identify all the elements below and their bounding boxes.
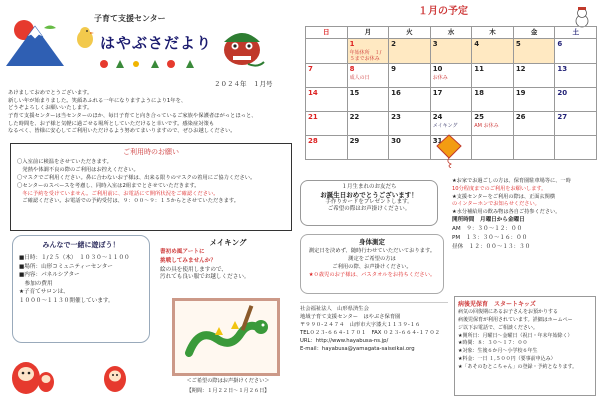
measure-title: 身体測定	[359, 238, 385, 246]
making-desc: 絵の具を使用しますので、	[160, 267, 228, 274]
start-line: 病気の回復期にあるお子さんをお預かりする	[458, 309, 559, 316]
day-number: 1	[349, 40, 355, 48]
calendar-day	[389, 112, 431, 136]
mount-fuji-illustration	[4, 8, 66, 70]
notice-title: ご利用時のお願い	[123, 148, 179, 156]
salon-content: ■内容：パネルシアター	[19, 272, 80, 279]
visitor-info	[452, 178, 596, 217]
sick-child-care-box	[454, 296, 596, 396]
salon-date: ■日時：１/２５（木） １０３０～１１００	[19, 254, 130, 261]
calendar-day	[306, 112, 348, 136]
info-line: のインターホンでお知らせください。	[452, 201, 540, 208]
daruma-icon	[8, 350, 56, 396]
calendar-day	[555, 112, 597, 136]
day-number: 15	[349, 89, 360, 98]
weekday-header: 土	[555, 27, 597, 39]
birthday-line: 手作りカードをプレゼントします。	[325, 199, 413, 205]
birthday-greeting: お誕生日おめでとうございます！	[320, 190, 418, 199]
calendar-day	[555, 39, 597, 64]
day-number: 9	[391, 65, 396, 74]
calendar-day	[555, 88, 597, 112]
greeting-line: なるべく、皆様に安心してご利用いただけるよう努めてまいりますので、ぜひお越しください。	[8, 128, 236, 135]
am-closed-note: AM お休み	[474, 123, 499, 129]
making-caption: ＜ご希望の際はお声掛けください＞	[186, 378, 270, 384]
weekday-header: 火	[389, 27, 431, 39]
making-period: 【期間：１月２２日～１月２６日】	[186, 388, 270, 394]
calendar-day	[347, 112, 389, 136]
weekday-header: 月	[347, 27, 389, 39]
weekday-header: 日	[306, 27, 348, 39]
info-line: ★お家でお過ごしの方は、保育園駐車場等に、一時	[452, 178, 571, 184]
notice-item: 〇マスクでご利用ください。鼻に合わないお子様は、出来る限りのマスクの着用にご協力ください。	[17, 174, 256, 181]
calendar-day	[306, 64, 348, 88]
calendar-day	[306, 136, 348, 160]
making-desc: 汚れても良い服でお越しください。	[160, 274, 250, 281]
calendar-day	[389, 39, 431, 64]
newsletter-title: はやぶさだより	[100, 34, 213, 52]
calendar-day	[389, 136, 431, 160]
greeting-line: どうぞよろしくお願いいたします。	[8, 105, 93, 112]
day-number: 3	[432, 40, 438, 48]
calendar-day	[430, 39, 472, 64]
measure-line: 測定日を決めず、随時行わせていただいております。	[308, 247, 436, 254]
kite-icon	[436, 134, 462, 168]
day-number: 31	[432, 137, 443, 146]
org-email[interactable]: E-mail：hayabusa@yamagata-saiseikai.org	[300, 345, 415, 352]
notice-item: 〇入室前に検温をさせていただきます。	[17, 158, 112, 165]
calendar-day	[472, 112, 514, 136]
body-measurement-box	[300, 234, 444, 294]
greeting-text	[8, 90, 296, 136]
org-sub: 地域子育て支援センター はやぶさ保育園	[300, 313, 401, 320]
pine-decoration-icon	[96, 58, 206, 70]
day-number: 25	[474, 113, 484, 122]
salon-place: ■場所：山形コミュニティーセンター	[19, 263, 113, 270]
usage-notice-box	[10, 143, 292, 231]
info-line: 10分程度までのご利用をお願いします。	[452, 185, 547, 192]
birthday-line: ご希望の際はお声掛けください。	[327, 205, 411, 212]
start-line: ★開所日：月曜日～金曜日（祝日・年末年始除く）	[458, 332, 573, 339]
day-number: 12	[515, 65, 526, 74]
calendar-day	[347, 88, 389, 112]
day-number: 8	[349, 65, 355, 74]
salon-title: みんなで一緒に遊ぼう！	[42, 241, 120, 249]
day-number: 30	[391, 137, 401, 146]
bird-icon	[74, 24, 96, 50]
start-line: ★料金：一日 １,５００円（要事前申込み）	[458, 355, 556, 362]
salon-event-box	[12, 235, 150, 343]
day-number: 17	[432, 89, 443, 98]
calendar-day	[430, 112, 472, 136]
organization-info	[300, 302, 448, 382]
day-number: 28	[308, 137, 318, 146]
greeting-line: 新しい年が始まりました。笑顔あふれる一年になりますようにより1年を、	[8, 97, 187, 104]
calendar-day	[513, 64, 555, 88]
making-event	[160, 238, 296, 400]
calendar-day	[389, 64, 431, 88]
issue-date: ２０２４年 １月号	[214, 80, 273, 88]
calendar-day	[306, 39, 348, 64]
org-name: 社会福祉法人 山形県済生会	[300, 306, 369, 312]
lion-dance-mask-icon	[218, 24, 266, 70]
calendar-day	[472, 136, 514, 160]
day-number: 22	[349, 113, 360, 122]
opening-hours	[452, 216, 596, 252]
center-name: 子育て支援センター	[94, 14, 166, 23]
salon-fee: 参加の費用	[19, 280, 53, 287]
day-number: 24	[432, 113, 443, 122]
new-year-closure-note: 年始休所 １/５までお休み	[349, 49, 382, 62]
day-number: 13	[557, 65, 568, 74]
start-line: ★時間：８：３０～１７：００	[458, 340, 528, 347]
closed-note: お休み	[432, 75, 448, 81]
day-number: 4	[474, 40, 480, 48]
making-subtitle: 挑戦してみませんか？	[160, 258, 216, 265]
salon-note-title: ★子育てサロンは、	[19, 289, 69, 296]
hours-pm: PM １３：３０～１６：００	[452, 234, 528, 241]
calendar-week	[306, 64, 597, 88]
day-number: 10	[432, 65, 443, 74]
salon-note: １０００～１１３０開催しています。	[19, 298, 114, 305]
day-number: 16	[391, 89, 401, 98]
day-number: 29	[349, 137, 360, 146]
calendar-title: １月の予定	[418, 6, 468, 17]
dragon-icon	[175, 301, 277, 373]
day-number: 7	[308, 65, 313, 74]
calendar-day	[513, 88, 555, 112]
start-title: 病後児保育 スタートキッズ	[458, 301, 536, 308]
snowman-icon	[570, 6, 594, 28]
calendar-day	[347, 136, 389, 160]
calendar-week	[306, 88, 597, 112]
making-title: メイキング	[209, 238, 247, 247]
notice-item: ご確認ください。お電話での予約受付は、９：００～９：１５からとさせていただきます。	[17, 198, 240, 205]
day-number: 20	[557, 89, 568, 98]
hours-label: 開所時間 月曜日から金曜日	[452, 217, 525, 223]
day-number: 27	[557, 113, 568, 122]
hours-break: 昼休 １２：００～１３：３０	[452, 243, 531, 250]
day-number: 6	[557, 40, 563, 48]
calendar-day	[472, 64, 514, 88]
birthday-box	[300, 180, 438, 226]
calendar-day	[555, 136, 597, 160]
calendar-day	[430, 64, 472, 88]
making-event-note: メイキング	[432, 123, 458, 129]
holiday-note: 成人の日	[349, 75, 370, 81]
birthday-line: １月生まれのお友だち	[341, 184, 397, 190]
calendar-week	[306, 112, 597, 136]
org-url[interactable]: URL：http://www.hayabusa-ns.jp/	[300, 337, 389, 344]
hours-am: AM ９：３０～１２：００	[452, 225, 523, 232]
org-address: 〒９９０-２４７４ 山形市大字漆大１１３９-１６	[300, 321, 421, 328]
calendar-day	[555, 64, 597, 88]
calendar-day	[430, 88, 472, 112]
measure-line: 測定をご希望の方は	[348, 255, 396, 262]
greeting-line: 子育て支援センターは当センターのほか、毎日子育てと向き合っているご家族や保護者ほがっとほっと、	[8, 113, 257, 120]
info-line: ★支援センターをご利用の際は、正面玄関横	[452, 193, 556, 200]
day-number: 2	[391, 40, 396, 48]
making-subtitle: 書初め風アートに	[160, 249, 205, 256]
notice-item: 〇センターのスペースを考慮し、同時入室は2組までとさせていただきます。	[17, 182, 200, 189]
calendar-day	[389, 88, 431, 112]
weekday-header: 金	[513, 27, 555, 39]
greeting-line: あけましておめでとうございます。	[8, 90, 93, 96]
calendar-day	[472, 39, 514, 64]
calendar-day	[347, 39, 389, 64]
notice-item: 発熱や体調不良の際のご利用はお控えください。	[17, 166, 139, 173]
start-line: ★「あそのむとこちゃん」の登録・予約となります。	[458, 363, 578, 370]
start-line: ジ以下お電話で、ご相談ください。	[458, 324, 538, 331]
day-number: 14	[308, 89, 318, 98]
dragon-artwork	[172, 298, 280, 376]
measure-line: ご利用の際、お声掛けください。	[332, 263, 412, 270]
calendar-day	[513, 136, 555, 160]
calendar-week	[306, 39, 597, 64]
measure-line: ★０歳児のお子様は、バスタオルをお持ちください。	[308, 271, 436, 278]
weekday-header: 木	[472, 27, 514, 39]
notice-item: 冬に予約を受けていません。ご利用前に、お電話にて開所状況をご確認ください。	[17, 190, 219, 197]
day-number: 5	[515, 40, 521, 48]
day-number: 21	[308, 113, 318, 122]
calendar-day	[472, 88, 514, 112]
day-number: 18	[474, 89, 484, 98]
org-phone: TEL０２３-６６４-１７０１ FAX ０２３-６６４-１７０２	[300, 329, 440, 336]
day-number: 11	[474, 65, 484, 74]
calendar-day	[513, 39, 555, 64]
start-line: 病後児保育が利用されています。詳細はホームペー	[458, 317, 573, 324]
greeting-line: した時間を、お子様と気軽に過ごせる場所としていただけると幸いです。感染症対策も	[8, 120, 215, 127]
day-number: 19	[515, 89, 526, 98]
daruma-icon	[100, 360, 130, 394]
calendar-day	[347, 64, 389, 88]
weekday-header: 水	[430, 27, 472, 39]
info-line: ★水分補給用の飲み物は各自ご持参ください。	[452, 209, 561, 216]
calendar-day	[306, 88, 348, 112]
day-number: 23	[391, 113, 401, 122]
calendar-day	[513, 112, 555, 136]
day-number: 26	[515, 113, 526, 122]
start-line: ★対象：生後６か月～小学校６年生	[458, 348, 538, 355]
